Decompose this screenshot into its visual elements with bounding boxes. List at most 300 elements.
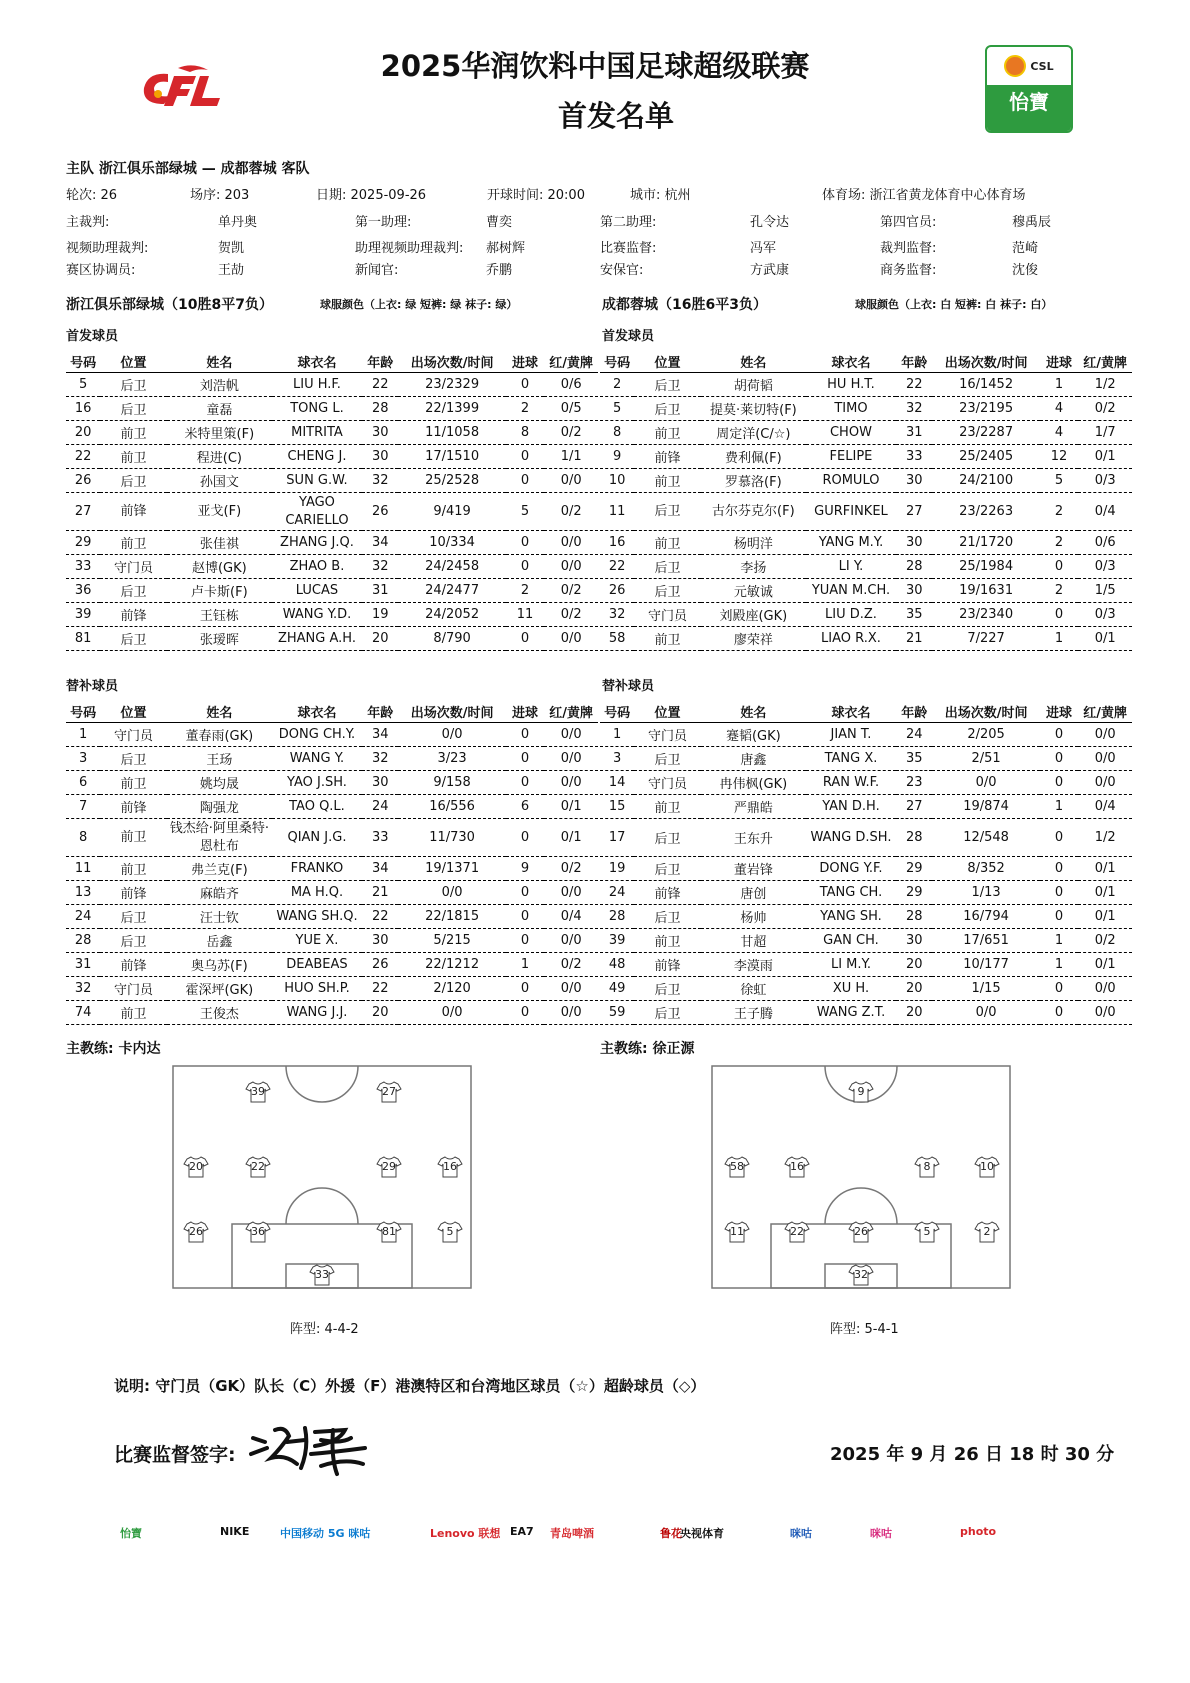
sponsor-logo: 咪咕 (790, 1527, 812, 1540)
player-cell: 4 (1040, 397, 1079, 421)
player-cell: 岳鑫 (167, 929, 272, 953)
player-cell: 前卫 (100, 445, 167, 469)
player-row (66, 771, 598, 795)
player-cell: 22 (600, 555, 634, 579)
player-cell: 11 (600, 493, 634, 531)
player-cell: 前锋 (100, 953, 167, 977)
player-cell: 7 (66, 795, 100, 819)
player-cell: 0/2 (544, 857, 598, 881)
player-cell: YAO J.SH. (272, 771, 362, 795)
player-cell: 0/1 (1078, 857, 1132, 881)
sponsor-logo: 咪咕 (870, 1527, 892, 1540)
player-row (66, 795, 598, 819)
player-cell: LIU H.F. (272, 373, 362, 397)
home-team-title: 浙江俱乐部绿城（10胜8平7负） (66, 297, 273, 313)
player-row (600, 397, 1132, 421)
player-row (600, 771, 1132, 795)
player-shirt-icon (437, 1156, 463, 1178)
player-cell: 前锋 (100, 603, 167, 627)
column-header: 姓名 (167, 350, 272, 373)
player-cell: WANG Z.T. (806, 1001, 896, 1025)
column-header: 球衣名 (806, 700, 896, 723)
player-cell: 前卫 (634, 627, 701, 651)
shirt-number: 58 (730, 1160, 744, 1173)
match-date: 日期: 2025-09-26 (316, 188, 427, 203)
column-header: 红/黄牌 (1078, 350, 1132, 373)
home-starters-table (66, 350, 598, 651)
player-cell: 霍深坪(GK) (167, 977, 272, 1001)
match-no: 场序: 203 (190, 188, 250, 203)
sponsor-logo: Lenovo 联想 (430, 1527, 501, 1540)
shirt-number: 11 (730, 1225, 744, 1238)
player-shirt-icon (848, 1081, 874, 1103)
column-header: 位置 (100, 700, 167, 723)
player-cell: 0/2 (544, 579, 598, 603)
official-label: 第四官员: (880, 215, 937, 230)
player-cell: 前卫 (100, 421, 167, 445)
player-cell: 22 (362, 373, 398, 397)
player-cell: 8 (600, 421, 634, 445)
player-cell: 程进(C) (167, 445, 272, 469)
player-cell: 34 (362, 723, 398, 747)
sponsor-logo: NIKE (220, 1525, 250, 1538)
shirt-number: 9 (857, 1085, 865, 1098)
player-cell: 31 (362, 579, 398, 603)
player-cell: 奥乌苏(F) (167, 953, 272, 977)
player-cell: WANG Y.D. (272, 603, 362, 627)
player-cell: 0/0 (1078, 977, 1132, 1001)
player-cell: YAGO CARIELLO (272, 493, 362, 531)
column-header: 进球 (1040, 700, 1079, 723)
player-cell: 22/1399 (398, 397, 505, 421)
player-cell: 唐鑫 (701, 747, 806, 771)
player-cell: 16/556 (398, 795, 505, 819)
player-cell: 23/2195 (932, 397, 1039, 421)
player-cell: 24/2052 (398, 603, 505, 627)
player-cell: 米特里策(F) (167, 421, 272, 445)
player-cell: 22/1815 (398, 905, 505, 929)
player-cell: HU H.T. (806, 373, 896, 397)
player-row (66, 555, 598, 579)
official-label: 视频助理裁判: (66, 241, 149, 256)
player-cell: 守门员 (100, 723, 167, 747)
player-row (600, 905, 1132, 929)
player-cell: 古尔芬克尔(F) (701, 493, 806, 531)
player-cell: 30 (362, 929, 398, 953)
player-cell: YUAN M.CH. (806, 579, 896, 603)
home-formation: 阵型: 4-4-2 (290, 1322, 359, 1337)
shirt-number: 2 (983, 1225, 991, 1238)
official-label: 赛区协调员: (66, 263, 136, 278)
player-cell: 8/352 (932, 857, 1039, 881)
player-row (66, 531, 598, 555)
player-cell: 30 (896, 579, 932, 603)
home-subs-label: 替补球员 (66, 679, 119, 694)
player-cell: 0/0 (932, 1001, 1039, 1025)
player-cell: 0 (1040, 857, 1079, 881)
player-cell: 11/1058 (398, 421, 505, 445)
official-name: 方武康 (750, 263, 790, 278)
player-cell: 前锋 (100, 881, 167, 905)
player-cell: 0/0 (398, 881, 505, 905)
column-header: 年龄 (896, 350, 932, 373)
player-cell: 后卫 (100, 627, 167, 651)
player-cell: 前卫 (634, 469, 701, 493)
player-cell: 28 (362, 397, 398, 421)
player-cell: 30 (362, 445, 398, 469)
player-cell: 后卫 (634, 373, 701, 397)
player-cell: WANG D.SH. (806, 819, 896, 857)
player-cell: 0 (1040, 555, 1079, 579)
player-cell: 前卫 (634, 795, 701, 819)
player-row (66, 627, 598, 651)
column-header: 进球 (506, 350, 545, 373)
player-cell: 2 (506, 397, 545, 421)
player-cell: YANG SH. (806, 905, 896, 929)
player-cell: 0/0 (544, 723, 598, 747)
sponsor-logo: EA7 (510, 1525, 534, 1538)
player-row (66, 881, 598, 905)
player-cell: WANG SH.Q. (272, 905, 362, 929)
official-name: 王劼 (218, 263, 245, 278)
player-cell: 33 (362, 819, 398, 857)
player-cell: 刘浩帆 (167, 373, 272, 397)
player-cell: 32 (362, 555, 398, 579)
player-cell: 0 (1040, 905, 1079, 929)
official-name: 穆禹辰 (1012, 215, 1052, 230)
page-title: 2025华润饮料中国足球超级联赛 (380, 49, 810, 83)
player-cell: 24/2100 (932, 469, 1039, 493)
player-cell: 29 (896, 857, 932, 881)
player-cell: 12 (1040, 445, 1079, 469)
player-shirt-icon (183, 1221, 209, 1243)
player-cell: 0/0 (544, 531, 598, 555)
player-cell: 22 (66, 445, 100, 469)
player-cell: 24 (600, 881, 634, 905)
player-cell: 0/6 (1078, 531, 1132, 555)
player-cell: 15 (600, 795, 634, 819)
player-cell: 23/2329 (398, 373, 505, 397)
player-row (600, 881, 1132, 905)
player-row (600, 531, 1132, 555)
player-row (600, 977, 1132, 1001)
official-label: 新闻官: (355, 263, 399, 278)
column-header: 位置 (634, 700, 701, 723)
player-cell: LI M.Y. (806, 953, 896, 977)
player-cell: 0/0 (544, 747, 598, 771)
official-name: 郝树辉 (486, 241, 526, 256)
player-cell: 杨帅 (701, 905, 806, 929)
player-cell: 30 (896, 531, 932, 555)
player-cell: 81 (66, 627, 100, 651)
player-cell: 李扬 (701, 555, 806, 579)
player-cell: 1/13 (932, 881, 1039, 905)
player-shirt-icon (784, 1156, 810, 1178)
player-cell: 33 (896, 445, 932, 469)
player-row (66, 493, 598, 531)
player-cell: 0 (1040, 747, 1079, 771)
player-cell: DONG CH.Y. (272, 723, 362, 747)
column-header: 年龄 (362, 350, 398, 373)
player-cell: 0 (506, 445, 545, 469)
player-cell: 16 (600, 531, 634, 555)
column-header: 姓名 (701, 700, 806, 723)
column-header: 号码 (66, 700, 100, 723)
player-cell: 28 (600, 905, 634, 929)
player-shirt-icon (245, 1081, 271, 1103)
player-cell: 胡荷韬 (701, 373, 806, 397)
player-cell: 0/0 (398, 1001, 505, 1025)
player-cell: 1/5 (1078, 579, 1132, 603)
player-cell: TAO Q.L. (272, 795, 362, 819)
player-cell: 守门员 (634, 723, 701, 747)
column-header: 年龄 (362, 700, 398, 723)
player-cell: 5 (506, 493, 545, 531)
player-cell: 张佳祺 (167, 531, 272, 555)
player-row (600, 795, 1132, 819)
player-cell: 32 (66, 977, 100, 1001)
player-cell: 严鼎皓 (701, 795, 806, 819)
official-label: 安保官: (600, 263, 644, 278)
player-cell: 29 (896, 881, 932, 905)
player-cell: 0/0 (1078, 747, 1132, 771)
player-cell: 22 (362, 905, 398, 929)
player-cell: 20 (896, 953, 932, 977)
player-cell: 19/1631 (932, 579, 1039, 603)
player-cell: 20 (362, 627, 398, 651)
away-starters-label: 首发球员 (602, 329, 655, 344)
player-cell: 28 (896, 819, 932, 857)
player-cell: 守门员 (634, 603, 701, 627)
sponsor-logo: 中国移动 5G 咪咕 (280, 1527, 371, 1540)
player-cell: 后卫 (634, 977, 701, 1001)
player-cell: 王玚 (167, 747, 272, 771)
player-cell: 王东升 (701, 819, 806, 857)
player-cell: 后卫 (634, 857, 701, 881)
player-cell: 0/0 (544, 555, 598, 579)
player-cell: 1/2 (1078, 373, 1132, 397)
player-cell: 0 (506, 531, 545, 555)
official-name: 范崎 (1012, 241, 1039, 256)
player-cell: 31 (896, 421, 932, 445)
player-cell: LI Y. (806, 555, 896, 579)
player-cell: 0/4 (1078, 493, 1132, 531)
player-cell: 20 (896, 1001, 932, 1025)
shirt-number: 5 (446, 1225, 454, 1238)
player-cell: 2 (506, 579, 545, 603)
player-cell: 0/4 (1078, 795, 1132, 819)
player-cell: 11 (506, 603, 545, 627)
player-cell: 26 (362, 953, 398, 977)
player-cell: LIAO R.X. (806, 627, 896, 651)
player-cell: 19 (362, 603, 398, 627)
legend-note: 说明: 守门员（GK）队长（C）外援（F）港澳特区和台湾地区球员（☆）超龄球员（◇） (114, 1377, 706, 1395)
player-cell: 0/0 (544, 1001, 598, 1025)
player-cell: 冉伟枫(GK) (701, 771, 806, 795)
player-cell: 39 (600, 929, 634, 953)
player-shirt-icon (376, 1081, 402, 1103)
player-cell: 0/0 (1078, 1001, 1132, 1025)
player-cell: 28 (896, 905, 932, 929)
player-cell: SUN G.W. (272, 469, 362, 493)
player-cell: 39 (66, 603, 100, 627)
signature-image (245, 1418, 375, 1478)
player-cell: 30 (362, 771, 398, 795)
player-cell: 前卫 (634, 531, 701, 555)
column-header: 出场次数/时间 (398, 700, 505, 723)
column-header: 红/黄牌 (1078, 700, 1132, 723)
player-cell: 1/1 (544, 445, 598, 469)
player-cell: 前锋 (634, 445, 701, 469)
player-cell: 25/2528 (398, 469, 505, 493)
player-cell: 3/23 (398, 747, 505, 771)
player-cell: 8 (66, 819, 100, 857)
player-cell: 0 (506, 373, 545, 397)
player-row (600, 603, 1132, 627)
player-cell: 20 (362, 1001, 398, 1025)
player-cell: 5 (66, 373, 100, 397)
player-cell: 9 (600, 445, 634, 469)
player-cell: 前卫 (634, 421, 701, 445)
away-coach: 主教练: 徐正源 (600, 1041, 695, 1057)
player-cell: 19/874 (932, 795, 1039, 819)
player-row (600, 579, 1132, 603)
player-cell: 23 (896, 771, 932, 795)
player-cell: 0 (1040, 1001, 1079, 1025)
player-cell: 28 (896, 555, 932, 579)
player-cell: 1/15 (932, 977, 1039, 1001)
player-cell: 30 (896, 469, 932, 493)
home-coach: 主教练: 卡内达 (66, 1041, 161, 1057)
player-cell: 前卫 (634, 929, 701, 953)
player-cell: 34 (362, 857, 398, 881)
shirt-number: 22 (251, 1160, 265, 1173)
player-cell: 0 (506, 977, 545, 1001)
player-cell: 23/2263 (932, 493, 1039, 531)
player-cell: LUCAS (272, 579, 362, 603)
player-row (66, 445, 598, 469)
player-row (66, 905, 598, 929)
player-cell: 32 (362, 747, 398, 771)
player-cell: 0/0 (932, 771, 1039, 795)
player-cell: 提莫·莱切特(F) (701, 397, 806, 421)
player-cell: 12/548 (932, 819, 1039, 857)
player-cell: 0 (506, 723, 545, 747)
player-row (66, 1001, 598, 1025)
player-cell: 费利佩(F) (701, 445, 806, 469)
csl-logo: CSL 怡寶 (985, 45, 1073, 133)
player-cell: 0/1 (1078, 953, 1132, 977)
player-cell: 唐创 (701, 881, 806, 905)
player-cell: RAN W.F. (806, 771, 896, 795)
player-shirt-icon (183, 1156, 209, 1178)
player-cell: 4 (1040, 421, 1079, 445)
player-cell: 48 (600, 953, 634, 977)
player-cell: 0 (506, 819, 545, 857)
player-cell: 3 (66, 747, 100, 771)
player-cell: 2/205 (932, 723, 1039, 747)
player-cell: 5/215 (398, 929, 505, 953)
player-cell: 后卫 (100, 469, 167, 493)
shirt-number: 36 (251, 1225, 265, 1238)
away-formation: 阵型: 5-4-1 (830, 1322, 899, 1337)
player-shirt-icon (784, 1221, 810, 1243)
player-cell: 守门员 (634, 771, 701, 795)
shirt-number: 16 (790, 1160, 804, 1173)
player-cell: 后卫 (634, 747, 701, 771)
player-cell: 8/790 (398, 627, 505, 651)
player-cell: 0/1 (544, 795, 598, 819)
player-cell: 甘超 (701, 929, 806, 953)
official-name: 乔鹏 (486, 263, 513, 278)
player-cell: 前锋 (634, 881, 701, 905)
shirt-number: 27 (382, 1085, 396, 1098)
player-cell: HUO SH.P. (272, 977, 362, 1001)
player-cell: 24 (66, 905, 100, 929)
column-header: 出场次数/时间 (398, 350, 505, 373)
player-row (600, 857, 1132, 881)
player-shirt-icon (309, 1264, 335, 1286)
player-cell: 2 (1040, 531, 1079, 555)
player-cell: 26 (600, 579, 634, 603)
player-cell: ZHANG A.H. (272, 627, 362, 651)
player-cell: 23/2340 (932, 603, 1039, 627)
column-header: 姓名 (167, 700, 272, 723)
player-cell: 前锋 (100, 795, 167, 819)
column-header: 球衣名 (272, 700, 362, 723)
player-cell: 35 (896, 747, 932, 771)
player-row (66, 929, 598, 953)
kickoff-time: 开球时间: 20:00 (487, 188, 585, 203)
player-cell: TANG CH. (806, 881, 896, 905)
player-cell: ZHANG J.Q. (272, 531, 362, 555)
player-cell: 王子腾 (701, 1001, 806, 1025)
player-cell: 0/1 (1078, 905, 1132, 929)
player-cell: 24 (362, 795, 398, 819)
official-label: 助理视频助理裁判: (355, 241, 464, 256)
player-cell: 0/2 (544, 421, 598, 445)
shirt-number: 26 (189, 1225, 203, 1238)
column-header: 姓名 (701, 350, 806, 373)
player-cell: 2/51 (932, 747, 1039, 771)
player-cell: 21/1720 (932, 531, 1039, 555)
column-header: 红/黄牌 (544, 350, 598, 373)
player-cell: 后卫 (100, 373, 167, 397)
player-row (66, 977, 598, 1001)
player-cell: 罗慕洛(F) (701, 469, 806, 493)
player-cell: 0/3 (1078, 469, 1132, 493)
column-header: 出场次数/时间 (932, 350, 1039, 373)
player-cell: 19 (600, 857, 634, 881)
player-cell: 0 (506, 555, 545, 579)
player-row (600, 555, 1132, 579)
player-cell: CHENG J. (272, 445, 362, 469)
sponsor-logo: 怡寶 (120, 1527, 142, 1540)
player-cell: 17/651 (932, 929, 1039, 953)
player-cell: 蹇韬(GK) (701, 723, 806, 747)
city: 城市: 杭州 (630, 188, 691, 203)
player-cell: 0 (506, 929, 545, 953)
player-cell: 0 (506, 747, 545, 771)
player-cell: WANG J.J. (272, 1001, 362, 1025)
player-cell: 0 (1040, 771, 1079, 795)
player-cell: 杨明洋 (701, 531, 806, 555)
player-cell: 24 (896, 723, 932, 747)
official-name: 贺凯 (218, 241, 245, 256)
player-cell: DONG Y.F. (806, 857, 896, 881)
player-row (66, 579, 598, 603)
player-cell: 后卫 (634, 555, 701, 579)
